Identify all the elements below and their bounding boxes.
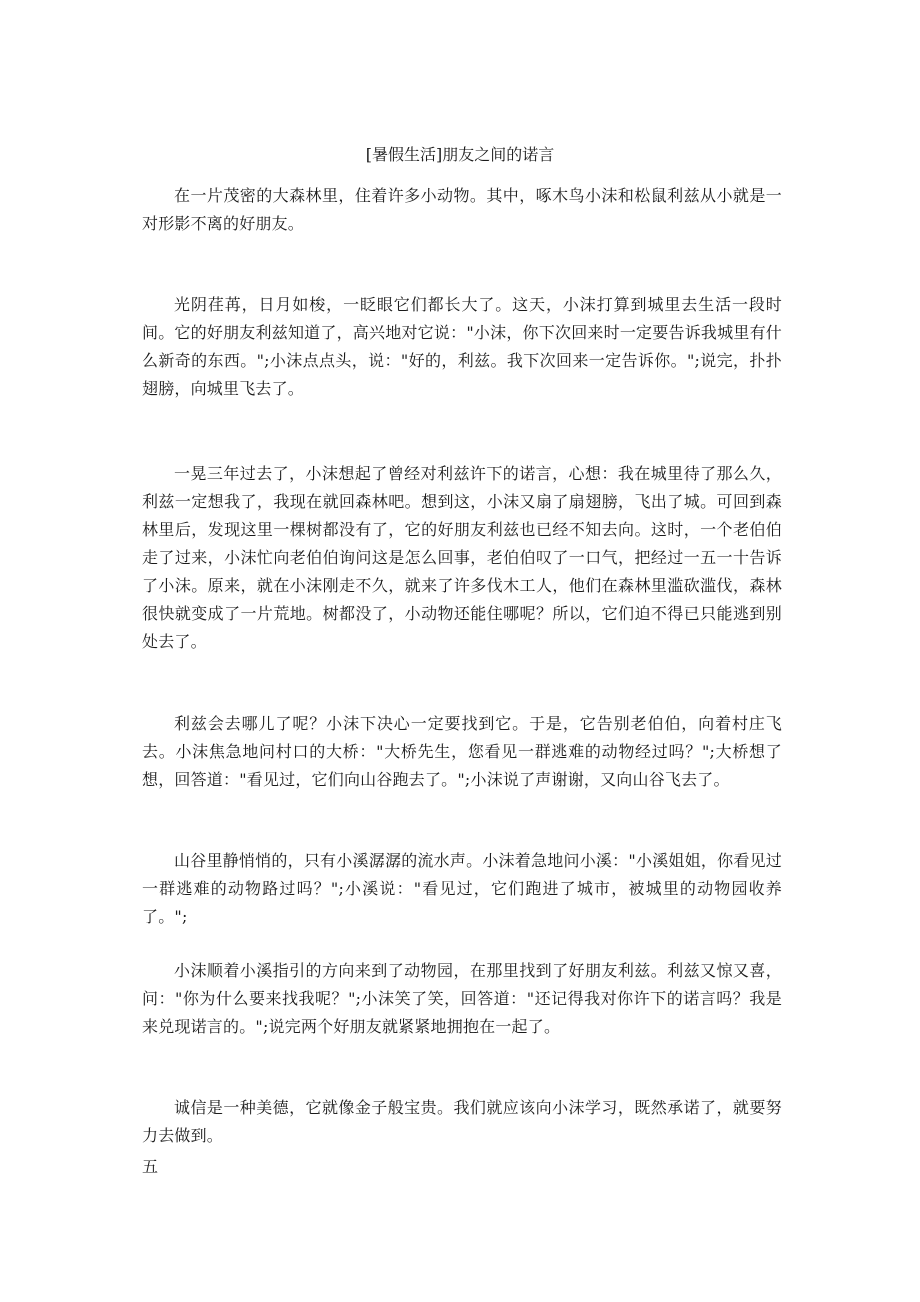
- paragraph-1: 在一片茂密的大森林里，住着许多小动物。其中，啄木鸟小沫和松鼠利兹从小就是一对形影不离的好朋友。: [142, 186, 782, 233]
- paragraph-5: 山谷里静悄悄的，只有小溪潺潺的流水声。小沫着急地问小溪："小溪姐姐，你看见过一群逃难的动物路过吗？";小溪说："看见过，它们跑进了城市，被城里的动物园收养了。";: [142, 851, 782, 926]
- paragraph-2: 光阴荏苒，日月如梭，一眨眼它们都长大了。这天，小沫打算到城里去生活一段时间。它的好朋友利兹知道了，高兴地对它说："小沫，你下次回来时一定要告诉我城里有什么新奇的东西。";小沫点点头，说："好的，利兹。我下次回来一定告诉你。";说完，扑扑翅膀，向城里飞去了。: [142, 295, 782, 398]
- paragraph-6: 小沫顺着小溪指引的方向来到了动物园，在那里找到了好朋友利兹。利兹又惊又喜，问："你为什么要来找我呢？";小沫笑了笑，回答道："还记得我对你许下的诺言吗？我是来兑现诺言的。";说完两个好朋友就紧紧地拥抱在一起了。: [142, 961, 782, 1036]
- paragraph-3: 一晃三年过去了，小沫想起了曾经对利兹许下的诺言，心想：我在城里待了那么久，利兹一定想我了，我现在就回森林吧。想到这，小沫又扇了扇翅膀，飞出了城。可回到森林里后，发现这里一棵树都没有了，它的好朋友利兹也已经不知去向。这时，一个老伯伯走了过来，小沫忙向老伯伯询问这是怎么回事，老伯伯叹了一口气，把经过一五一十告诉了小沫。原来，就在小沫刚走不久，就来了许多伐木工人，他们在森林里滥砍滥伐，森林很快就变成了一片荒地。树都没了，小动物还能住哪呢？所以，它们迫不得已只能逃到别处去了。: [142, 464, 782, 651]
- page-title: [暑假生活]朋友之间的诺言: [365, 145, 555, 164]
- page-footer-char: 五: [142, 1157, 159, 1176]
- paragraph-7: 诚信是一种美德，它就像金子般宝贵。我们就应该向小沫学习，既然承诺了，就要努力去做到。: [142, 1098, 782, 1145]
- paragraph-4: 利兹会去哪儿了呢？小沫下决心一定要找到它。于是，它告别老伯伯，向着村庄飞去。小沫焦急地问村口的大桥："大桥先生，您看见一群逃难的动物经过吗？";大桥想了想，回答道："看见过，它们向山谷跑去了。";小沫说了声谢谢，又向山谷飞去了。: [142, 714, 782, 789]
